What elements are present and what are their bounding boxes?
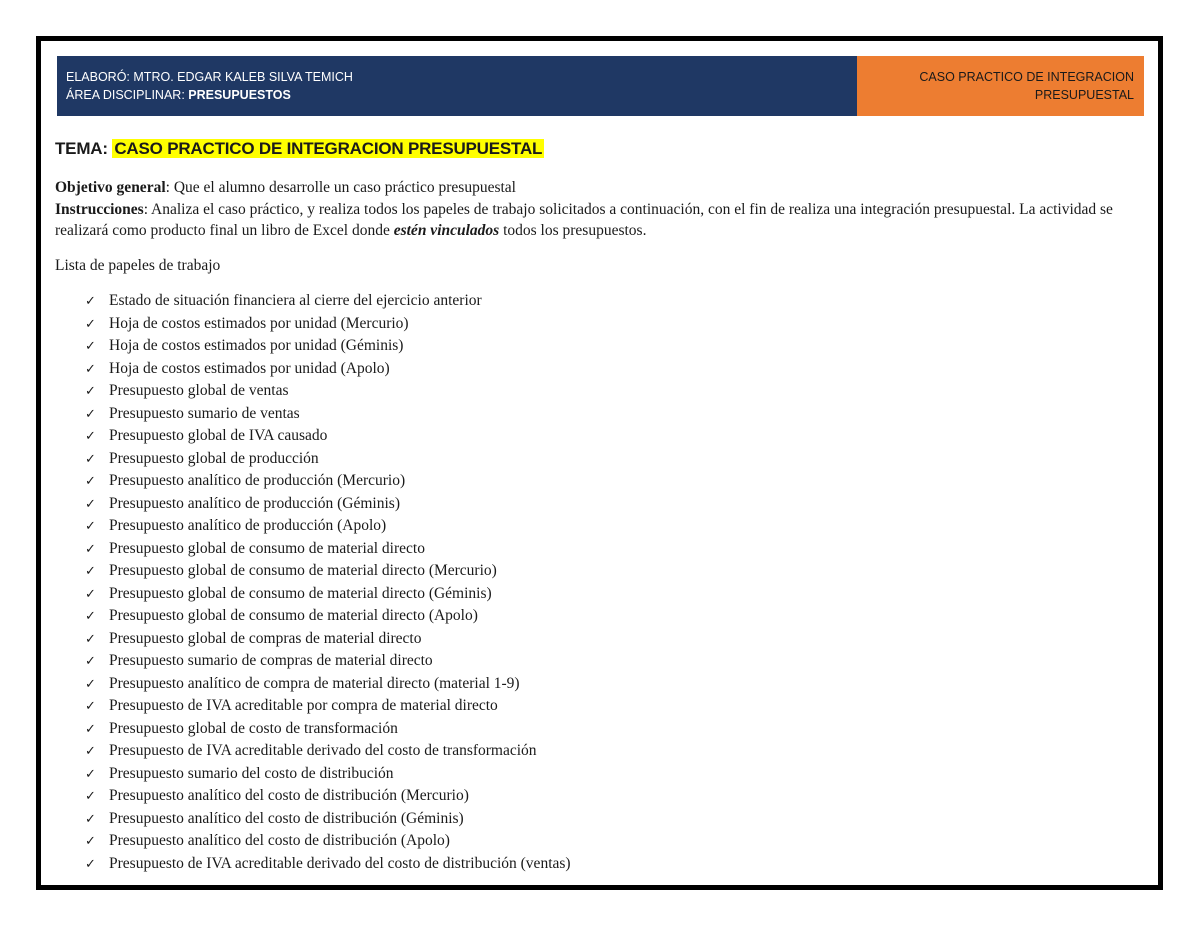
header-author-block [57, 56, 857, 116]
instructions-label: Instrucciones [55, 200, 144, 218]
check-icon: ✓ [85, 541, 96, 557]
list-item [85, 650, 571, 673]
topic-heading [55, 139, 544, 159]
list-item-text: Presupuesto analítico de producción (Géminis) [109, 494, 400, 512]
list-item-text: Presupuesto de IVA acreditable derivado del costo de distribución (ventas) [109, 854, 571, 872]
header-band [57, 56, 1144, 116]
header-title-block [857, 56, 1144, 116]
check-icon: ✓ [85, 429, 96, 444]
check-icon: ✓ [85, 316, 96, 332]
list-item-text: Presupuesto analítico del costo de distribución (Apolo) [109, 832, 450, 849]
list-item [85, 335, 571, 358]
list-item-text: Presupuesto global de consumo de material directo (Géminis) [109, 584, 492, 602]
list-item [85, 628, 571, 651]
list-item-text: Estado de situación financiera al cierre del ejercicio anterior [109, 292, 482, 309]
list-item-text: Presupuesto analítico de producción (Apolo) [109, 517, 387, 534]
list-item [85, 290, 571, 313]
check-icon: ✓ [85, 789, 96, 804]
check-icon: ✓ [85, 496, 96, 512]
list-item-text: Presupuesto global de costo de transformación [109, 719, 398, 737]
objective-label: Objetivo general [55, 179, 166, 196]
check-icon: ✓ [85, 586, 96, 602]
check-icon: ✓ [85, 361, 96, 377]
list-item [85, 763, 571, 786]
check-icon: ✓ [85, 699, 96, 714]
list-item [85, 583, 571, 606]
check-icon: ✓ [85, 744, 96, 759]
instructions-text-end: todos los presupuestos. [499, 222, 647, 239]
list-item [85, 493, 571, 516]
list-item [85, 740, 571, 763]
list-item [85, 403, 571, 426]
list-item-text: Presupuesto global de consumo de material directo (Mercurio) [109, 562, 497, 579]
area-label: ÁREA DISCIPLINAR: [66, 88, 189, 102]
list-item-text: Presupuesto global de producción [109, 449, 319, 467]
list-item [85, 808, 571, 831]
topic-title: CASO PRACTICO DE INTEGRACION PRESUPUESTAL [114, 139, 543, 158]
check-icon: ✓ [85, 384, 96, 399]
check-icon: ✓ [85, 654, 96, 669]
header-title-line-1: CASO PRACTICO DE INTEGRACION [919, 70, 1134, 84]
list-item-text: Hoja de costos estimados por unidad (Apolo) [109, 359, 390, 377]
list-item [85, 538, 571, 561]
author-line [66, 68, 857, 86]
check-icon: ✓ [85, 519, 96, 534]
list-item [85, 470, 571, 493]
list-item [85, 830, 571, 853]
instructions-paragraph [55, 199, 1125, 242]
instructions-text: : Analiza el caso práctico, y realiza todos los papeles de trabajo solicitados a continuación, con el fin de realiza una integración presupuestal. La actividad se realizará como producto final un libro de Excel donde [55, 200, 1113, 239]
list-item [85, 425, 571, 448]
check-icon: ✓ [85, 339, 96, 354]
check-icon: ✓ [85, 451, 96, 467]
list-item [85, 560, 571, 583]
list-item [85, 358, 571, 381]
list-item-text: Presupuesto analítico de producción (Mercurio) [109, 472, 406, 489]
check-icon: ✓ [85, 631, 96, 647]
topic-label: TEMA: [55, 139, 113, 158]
check-icon: ✓ [85, 721, 96, 737]
list-item-text: Presupuesto global de consumo de material directo (Apolo) [109, 607, 478, 624]
instructions-emphasis: estén vinculados [393, 222, 500, 239]
list-item [85, 853, 571, 876]
check-icon: ✓ [85, 834, 96, 849]
list-item [85, 515, 571, 538]
list-item-text: Presupuesto global de compras de material directo [109, 629, 422, 647]
objective-text: : Que el alumno desarrolle un caso práctico presupuestal [165, 179, 516, 196]
list-item-text: Presupuesto sumario del costo de distribución [109, 764, 394, 782]
worksheet-list-title: Lista de papeles de trabajo [55, 257, 221, 274]
list-item [85, 313, 571, 336]
check-icon: ✓ [85, 811, 96, 827]
list-item [85, 695, 571, 718]
author-label: ELABORÓ: [66, 70, 134, 84]
list-item-text: Presupuesto global de IVA causado [109, 427, 328, 444]
list-item-text: Presupuesto sumario de compras de material directo [109, 652, 433, 669]
check-icon: ✓ [85, 856, 96, 872]
check-icon: ✓ [85, 676, 96, 692]
list-item-text: Hoja de costos estimados por unidad (Mercurio) [109, 314, 409, 332]
list-item [85, 785, 571, 808]
page-frame [36, 36, 1163, 890]
list-item-text: Presupuesto de IVA acreditable por compra de material directo [109, 697, 498, 714]
worksheet-checklist [85, 290, 571, 875]
area-name: PRESUPUESTOS [188, 88, 291, 102]
list-item [85, 605, 571, 628]
list-item-text: Presupuesto analítico del costo de distribución (Géminis) [109, 809, 464, 827]
list-item-text: Presupuesto sumario de ventas [109, 404, 300, 422]
list-item-text: Presupuesto de IVA acreditable derivado del costo de transformación [109, 742, 537, 759]
check-icon: ✓ [85, 406, 96, 422]
instructions-block [55, 177, 1125, 242]
list-item [85, 673, 571, 696]
list-item-text: Hoja de costos estimados por unidad (Géminis) [109, 337, 404, 354]
list-item-text: Presupuesto analítico del costo de distribución (Mercurio) [109, 787, 469, 804]
header-title-line-2: PRESUPUESTAL [1034, 88, 1134, 102]
list-item-text: Presupuesto global de consumo de material directo [109, 539, 425, 557]
list-item-text: Presupuesto global de ventas [109, 382, 289, 399]
list-item [85, 448, 571, 471]
list-item-text: Presupuesto analítico de compra de material directo (material 1-9) [109, 674, 520, 692]
author-name: MTRO. EDGAR KALEB SILVA TEMICH [133, 70, 353, 84]
objective-paragraph [55, 177, 1125, 199]
check-icon: ✓ [85, 564, 96, 579]
list-item [85, 718, 571, 741]
check-icon: ✓ [85, 294, 96, 309]
check-icon: ✓ [85, 766, 96, 782]
check-icon: ✓ [85, 474, 96, 489]
check-icon: ✓ [85, 609, 96, 624]
area-line [66, 86, 857, 104]
list-item [85, 380, 571, 403]
